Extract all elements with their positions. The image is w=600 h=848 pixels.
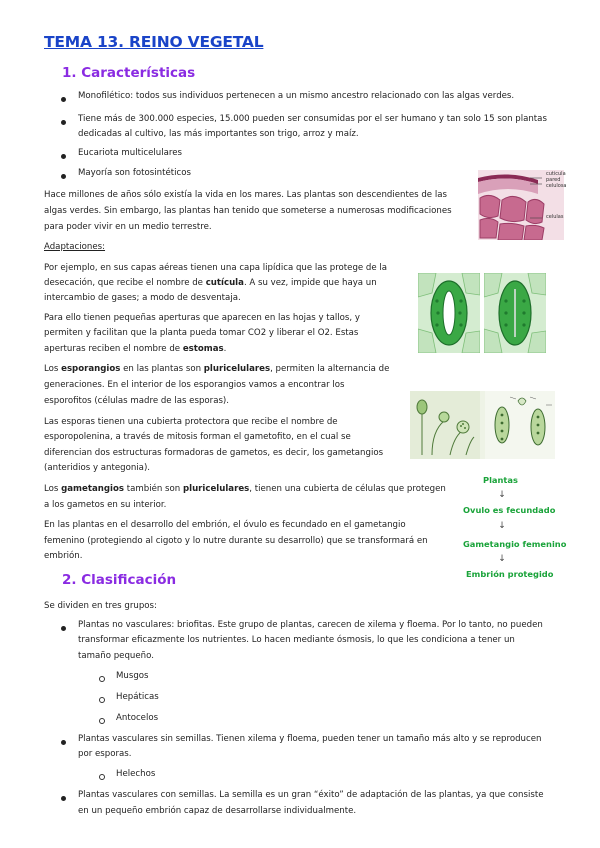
paragraph-line: aperturas reciben el nombre de estomas.: [44, 344, 227, 354]
cuticle-label: cuticula: [546, 171, 566, 177]
paragraph-line: Se dividen en tres grupos:: [44, 601, 157, 611]
term-gametangios: gametangios: [61, 484, 124, 494]
cuticle-label: celulas: [546, 214, 564, 220]
flow-step-ovulo: Ovulo es fecundado: [463, 505, 556, 515]
list-item: Mayoría son fotosintéticos: [78, 168, 191, 178]
bullet: [61, 796, 66, 801]
term-estomas: estomas: [182, 344, 224, 354]
flow-arrow-icon: ↓: [498, 490, 506, 500]
cuticle-label: pared: [546, 177, 561, 183]
paragraph-line: Los esporangios en las plantas son pluricelulares, permiten la alternancia de: [44, 364, 390, 374]
sub-list-item: Antocelos: [116, 713, 159, 723]
flow-arrow-icon: ↓: [498, 521, 506, 531]
paragraph-line: En las plantas en el desarrollo del embrión, el óvulo es fecundado en el gametangio: [44, 520, 406, 530]
paragraph-line: Para ello tienen pequeñas aperturas que aparecen en las hojas y tallos, y: [44, 313, 360, 323]
bullet: [61, 174, 66, 179]
paragraph-line: esporofitos (células madre de las esporas).: [44, 396, 230, 406]
adaptaciones-label: Adaptaciones:: [44, 242, 106, 252]
bullet: [61, 120, 66, 125]
list-item: Plantas no vasculares: briofitas. Este grupo de plantas, carecen de xilema y floema. Por lo tanto, no pueden: [78, 620, 543, 630]
list-item: Plantas vasculares con semillas. La semilla es un gran “éxito” de adaptación de las plantas, ya que consiste: [78, 790, 544, 800]
sub-list-item: Musgos: [116, 671, 149, 681]
flow-step-plantas: Plantas: [483, 475, 518, 485]
paragraph-line: para poder vivir en un medio terrestre.: [44, 222, 212, 232]
paragraph-line: Hace millones de años sólo existía la vida en los mares. Las plantas son descendientes de las: [44, 190, 447, 200]
stoma-open-image: [418, 273, 480, 353]
page-title: TEMA 13. REINO VEGETAL: [44, 33, 264, 51]
term-cuticula: cutícula: [205, 278, 244, 288]
paragraph-line: intercambio de gases; a modo de desventaja.: [44, 293, 241, 303]
paragraph-line: algas verdes. Sin embargo, las plantas han tenido que someterse a numerosas modificaciones: [44, 206, 452, 216]
stoma-closed-image: [484, 273, 546, 353]
term-esporangios: esporangios: [61, 364, 121, 374]
bullet: [61, 626, 66, 631]
sub-bullet: [99, 718, 105, 724]
bullet: [61, 740, 66, 745]
section-heading-caracteristicas: 1. Características: [62, 65, 196, 81]
list-item-continued: por esporas.: [78, 749, 132, 759]
paragraph-line: desecación, que recibe el nombre de cutícula. A su vez, impide que haya un: [44, 278, 377, 288]
list-item-continued: en un pequeño embrión capaz de desarrollarse individualmente.: [78, 806, 357, 816]
paragraph-line: (anteridios y antegonia).: [44, 463, 151, 473]
list-item: Monofilético: todos sus individuos pertenecen a un mismo ancestro relacionado con las algas verdes.: [78, 91, 515, 101]
paragraph-line: diferencian dos estructuras formadoras de gametos, es decir, los gametangios: [44, 448, 384, 458]
list-item: Tiene más de 300.000 especies, 15.000 pueden ser consumidas por el ser humano y tan solo 15 son plantas: [78, 114, 547, 124]
sub-bullet: [99, 774, 105, 780]
list-item-continued: tamaño pequeño.: [78, 651, 154, 661]
paragraph-line: generaciones. En el interior de los esporangios vamos a encontrar los: [44, 380, 345, 390]
sub-bullet: [99, 697, 105, 703]
bullet: [61, 154, 66, 159]
cuticle-label: celulosa: [546, 183, 567, 189]
paragraph-line: embrión.: [44, 551, 83, 561]
sub-bullet: [99, 676, 105, 682]
flow-arrow-icon: ↓: [498, 554, 506, 564]
list-item: Plantas vasculares sin semillas. Tienen xilema y floema, pueden tener un tamaño más alto y se reproducen: [78, 734, 542, 744]
sporangia-diagram: [410, 391, 555, 459]
bullet: [61, 97, 66, 102]
section-heading-clasificacion: 2. Clasificación: [62, 572, 177, 588]
flow-step-embrion: Embrión protegido: [466, 569, 554, 579]
sub-list-item: Helechos: [116, 769, 156, 779]
list-item-continued: dedicadas al cultivo, las más importantes son trigo, arroz y maíz.: [78, 129, 359, 139]
list-item: Eucariota multicelulares: [78, 148, 182, 158]
cuticle-micrograph: [478, 170, 567, 240]
sub-list-item: Hepáticas: [116, 692, 159, 702]
paragraph-line: Las esporas tienen una cubierta protectora que recibe el nombre de: [44, 417, 338, 427]
paragraph-line: esporopolenina, a través de mitosis forman el gametofito, en el cual se: [44, 432, 351, 442]
paragraph-line: permiten y facilitan que la planta pueda tomar CO2 y liberar el O2. Estas: [44, 328, 359, 338]
paragraph-line: femenino (protegiendo al cigoto y lo nutre durante su desarrollo) que se transformará en: [44, 536, 428, 546]
term-pluricelulares: pluricelulares: [182, 484, 250, 494]
paragraph-line: Por ejemplo, en sus capas aéreas tienen una capa lipídica que las protege de la: [44, 263, 388, 273]
flow-step-gametangio: Gametangio femenino: [463, 539, 567, 549]
paragraph-line: Los gametangios también son pluricelulares, tienen una cubierta de células que protegen: [44, 484, 446, 494]
paragraph-line: a los gametos en su interior.: [44, 500, 167, 510]
list-item-continued: transformar eficazmente los nutrientes. Lo hacen mediante ósmosis, lo que les condiciona a tener un: [78, 635, 515, 645]
term-pluricelulares: pluricelulares: [203, 364, 271, 374]
